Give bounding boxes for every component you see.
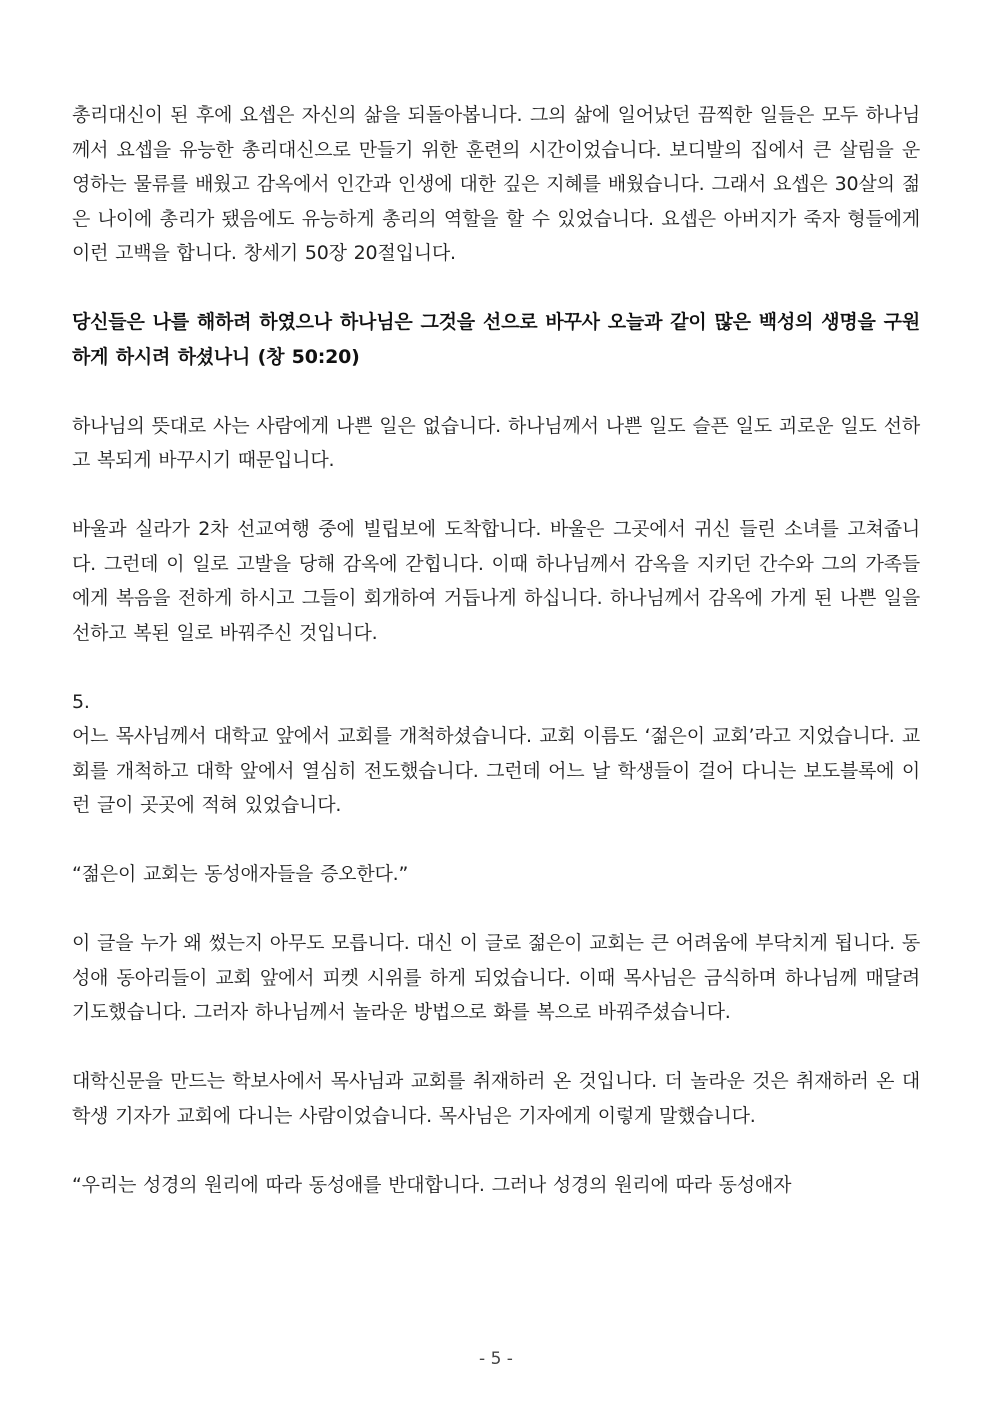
section-number: 5. — [72, 690, 90, 713]
paragraph-no-bad-things: 하나님의 뜻대로 사는 사람에게 나쁜 일은 없습니다. 하나님께서 나쁜 일도 슬픈 일도 괴로운 일도 선하고 복되게 바꾸시기 때문입니다. — [72, 414, 920, 471]
paragraph-paul-silas: 바울과 실라가 2차 선교여행 중에 빌립보에 도착합니다. 바울은 그곳에서 귀신 들린 소녀를 고쳐줍니다. 그런데 이 일로 고발을 당해 감옥에 갇힙니다. 이때 하나님께서 감옥을 지키던 간수와 그의 가족들에게 복음을 전하게 하시고 그들이 회개하여 거듭나게 하십니다. 하나님께서 감옥에 가게 된 나쁜 일을 선하고 복된 일로 바꿔주신 것입니다. — [72, 518, 920, 644]
paragraph-hardship: 이 글을 누가 왜 썼는지 아무도 모릅니다. 대신 이 글로 젊은이 교회는 큰 어려움에 부닥치게 됩니다. 동성애 동아리들이 교회 앞에서 피켓 시위를 하게 되었습니다. 이때 목사님은 금식하며 하나님께 매달려 기도했습니다. 그러자 하나님께서 놀라운 방법으로 화를 복으로 바꿔주셨습니다. — [72, 932, 920, 1023]
paragraph-joseph-reflection: 총리대신이 된 후에 요셉은 자신의 삶을 되돌아봅니다. 그의 삶에 일어났던 끔찍한 일들은 모두 하나님께서 요셉을 유능한 총리대신으로 만들기 위한 훈련의 시간이었습니다. 보디발의 집에서 큰 살림을 운영하는 물류를 배웠고 감옥에서 인간과 인생에 대한 깊은 지혜를 배웠습니다. 그래서 요셉은 30살의 젊은 나이에 총리가 됐음에도 유능하게 총리의 역할을 할 수 있었습니다. 요셉은 아버지가 죽자 형들에게 이런 고백을 합니다. 창세기 50장 20절입니다. — [72, 104, 920, 264]
paragraph-school-newspaper: 대학신문을 만드는 학보사에서 목사님과 교회를 취재하러 온 것입니다. 더 놀라운 것은 취재하러 온 대학생 기자가 교회에 다니는 사람이었습니다. 목사님은 기자에게 이렇게 말했습니다. — [72, 1070, 920, 1127]
paragraph-pastor-quote: “우리는 성경의 원리에 따라 동성애를 반대합니다. 그러나 성경의 원리에 따라 동성애자 — [72, 1173, 792, 1196]
page-number: - 5 - — [479, 1349, 513, 1369]
quote-graffiti: “젊은이 교회는 동성애자들을 증오한다.” — [72, 863, 409, 885]
document-body — [72, 98, 920, 1202]
scripture-quote-genesis: 당신들은 나를 해하려 하였으나 하나님은 그것을 선으로 바꾸사 오늘과 같이 많은 백성의 생명을 구원하게 하시려 하셨나니 (창 50:20) — [72, 311, 920, 368]
paragraph-youth-church: 어느 목사님께서 대학교 앞에서 교회를 개척하셨습니다. 교회 이름도 ‘젊은이 교회’라고 지었습니다. 교회를 개척하고 대학 앞에서 열심히 전도했습니다. 그런데 어느 날 학생들이 걸어 다니는 보도블록에 이런 글이 곳곳에 적혀 있었습니다. — [72, 725, 920, 816]
